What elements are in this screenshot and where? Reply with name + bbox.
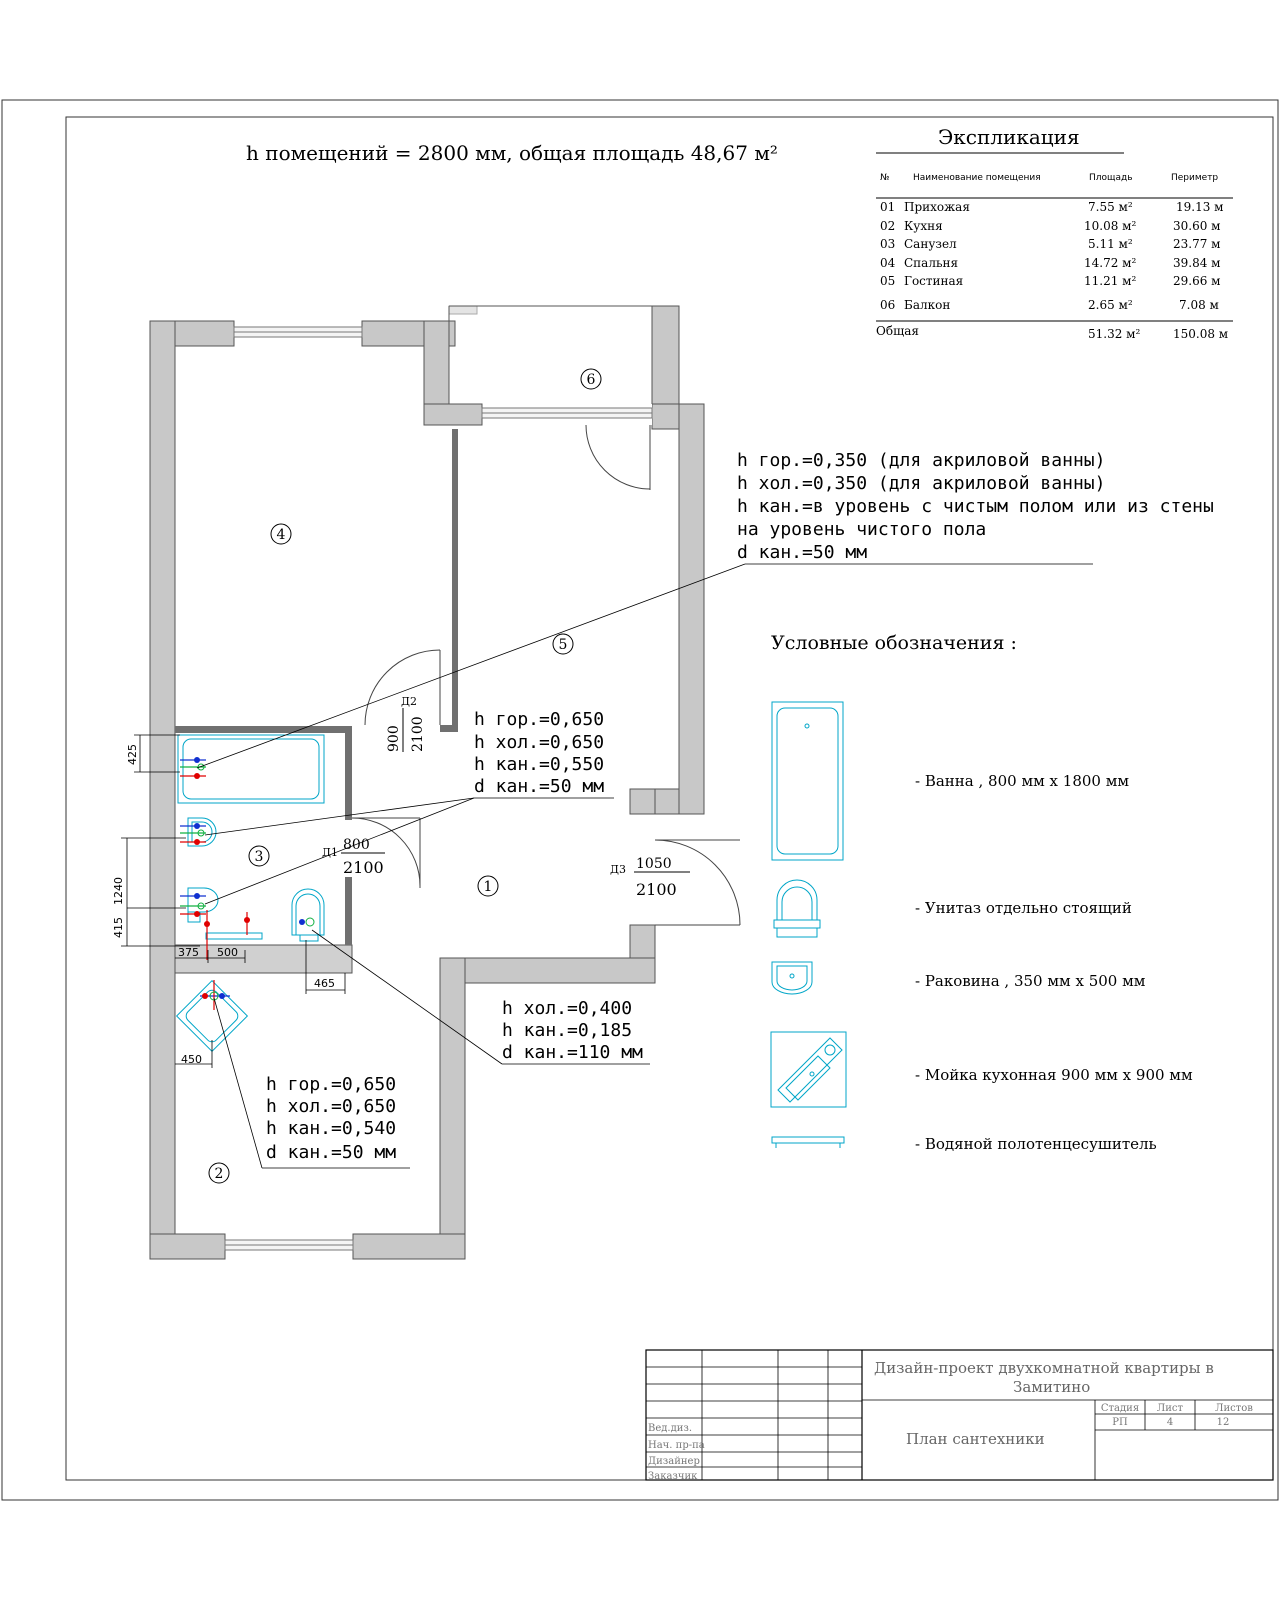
- explication-table: [876, 125, 1233, 341]
- dim-450: 450: [181, 1053, 202, 1066]
- role-project-head: Нач. пр-па: [648, 1440, 705, 1451]
- row-area: 5.11 м²: [1088, 237, 1133, 251]
- balcony-outline: [449, 306, 652, 404]
- row-area: 2.65 м²: [1088, 298, 1133, 312]
- value-sheet: 4: [1166, 1417, 1174, 1428]
- project-title-line2: Замитино: [1013, 1378, 1091, 1396]
- row-perimeter: 19.13 м: [1176, 200, 1224, 214]
- row-name: Балкон: [904, 298, 951, 312]
- row-perimeter: 30.60 м: [1173, 219, 1221, 233]
- sheet-title: План сантехники: [906, 1430, 1045, 1448]
- plan-towel-dryer: [206, 933, 262, 939]
- dim-375: 375: [178, 946, 199, 959]
- plan-bathtub: [178, 735, 324, 803]
- col-area: Площадь: [1089, 173, 1133, 183]
- dimension-values: [112, 744, 335, 1066]
- legend-label-washbasin: - Раковина , 350 мм х 500 мм: [915, 972, 1146, 990]
- row-no: 01: [880, 200, 896, 214]
- row-area: 14.72 м²: [1084, 256, 1137, 270]
- role-client: Заказчик: [648, 1471, 698, 1482]
- washbasin-icon: [772, 962, 812, 994]
- note-sink-line: h хол.=0,650: [474, 732, 605, 753]
- header-stage: Стадия: [1100, 1403, 1140, 1414]
- note-kitchen-line: h кан.=0,540: [266, 1118, 397, 1139]
- note-toilet: [502, 998, 643, 1063]
- row-no: 03: [880, 237, 896, 251]
- note-sink-line: h гор.=0,650: [474, 709, 605, 730]
- note-bath-line: на уровень чистого пола: [737, 519, 987, 540]
- note-sink-line: h кан.=0,550: [474, 754, 605, 775]
- header-title: h помещений = 2800 мм, общая площадь 48,67 м²: [246, 141, 778, 165]
- note-sink-line: d кан.=50 мм: [474, 776, 605, 797]
- room-tag-3: 3: [254, 849, 264, 865]
- row-perimeter: 7.08 м: [1179, 298, 1219, 312]
- exterior-walls: [150, 306, 704, 1259]
- dim-465: 465: [314, 977, 335, 990]
- bathtub-icon: [772, 702, 843, 860]
- row-no: 05: [880, 274, 896, 288]
- dim-415: 415: [112, 917, 125, 938]
- room-tag-4: 4: [276, 527, 286, 543]
- legend-label-towel-dryer: - Водяной полотенцесушитель: [915, 1135, 1157, 1153]
- legend-title: Условные обозначения :: [771, 632, 1017, 654]
- room-tag-1: 1: [483, 879, 493, 895]
- value-sheets: 12: [1216, 1417, 1230, 1428]
- total-perimeter: 150.08 м: [1173, 327, 1229, 341]
- dim-425: 425: [126, 744, 139, 765]
- note-kitchen-line: d кан.=50 мм: [266, 1142, 397, 1163]
- door-d1-width: 800: [343, 837, 370, 853]
- note-bath-line: h кан.=в уровень с чистым полом или из стены: [737, 496, 1214, 517]
- door-d1-tag: Д1: [322, 846, 338, 859]
- note-kitchen-line: h гор.=0,650: [266, 1074, 397, 1095]
- row-no: 06: [880, 298, 896, 312]
- plan-fixtures: [177, 735, 324, 1051]
- role-designer: Дизайнер: [648, 1456, 700, 1467]
- row-name: Спальня: [904, 256, 959, 270]
- towel-dryer-icon: [772, 1137, 844, 1148]
- note-bath-line: h хол.=0,350 (для акриловой ванны): [737, 473, 1106, 494]
- row-perimeter: 23.77 м: [1173, 237, 1221, 251]
- row-name: Прихожая: [904, 200, 970, 214]
- row-no: 02: [880, 219, 896, 233]
- col-perimeter: Периметр: [1171, 173, 1219, 183]
- note-toilet-line: h хол.=0,400: [502, 998, 633, 1019]
- door-d2-height: 2100: [410, 716, 426, 752]
- door-d3-tag: Д3: [610, 863, 626, 876]
- toilet-icon: [774, 880, 820, 937]
- row-name: Кухня: [904, 219, 943, 233]
- explication-title: Экспликация: [938, 125, 1080, 149]
- door-d1-height: 2100: [343, 858, 384, 877]
- legend: [771, 632, 1193, 1153]
- title-block: [646, 1350, 1273, 1482]
- value-stage: РП: [1112, 1417, 1128, 1428]
- note-sink: [474, 709, 604, 797]
- row-no: 04: [880, 256, 896, 270]
- note-bath-line: h гор.=0,350 (для акриловой ванны): [737, 450, 1106, 471]
- header-sheet: Лист: [1156, 1403, 1184, 1414]
- col-no: №: [880, 173, 890, 183]
- dim-500: 500: [217, 946, 238, 959]
- total-label: Общая: [876, 324, 919, 338]
- row-perimeter: 29.66 м: [1173, 274, 1221, 288]
- row-area: 7.55 м²: [1088, 200, 1133, 214]
- room-tag-5: 5: [558, 637, 568, 653]
- note-toilet-line: h кан.=0,185: [502, 1020, 633, 1041]
- dim-1240: 1240: [112, 877, 125, 905]
- legend-label-kitchen-sink: - Мойка кухонная 900 мм х 900 мм: [915, 1066, 1193, 1084]
- door-d3-width: 1050: [636, 856, 672, 872]
- note-bath-line: d кан.=50 мм: [737, 542, 868, 563]
- row-perimeter: 39.84 м: [1173, 256, 1221, 270]
- row-area: 10.08 м²: [1084, 219, 1137, 233]
- legend-label-toilet: - Унитаз отдельно стоящий: [915, 899, 1132, 917]
- role-lead-designer: Вед.диз.: [648, 1423, 693, 1434]
- col-name: Наименование помещения: [913, 173, 1041, 183]
- header-sheets: Листов: [1215, 1403, 1253, 1414]
- room-tag-6: 6: [586, 372, 596, 388]
- room-tag-2: 2: [214, 1166, 224, 1182]
- legend-label-bathtub: - Ванна , 800 мм х 1800 мм: [915, 772, 1130, 790]
- kitchen-sink-icon: [771, 1032, 846, 1107]
- project-title-line1: Дизайн-проект двухкомнатной квартиры в: [874, 1359, 1214, 1377]
- door-d3-height: 2100: [636, 880, 677, 899]
- total-area: 51.32 м²: [1088, 327, 1141, 341]
- door-d2-width: 900: [386, 725, 402, 752]
- note-bath: [737, 450, 1214, 563]
- door-d2-tag: Д2: [401, 695, 417, 708]
- note-toilet-line: d кан.=110 мм: [502, 1042, 643, 1063]
- note-kitchen: [266, 1074, 396, 1163]
- row-name: Гостиная: [904, 274, 964, 288]
- row-name: Санузел: [904, 237, 957, 251]
- plan-toilet-2: [292, 889, 324, 935]
- row-area: 11.21 м²: [1084, 274, 1137, 288]
- note-kitchen-line: h хол.=0,650: [266, 1096, 397, 1117]
